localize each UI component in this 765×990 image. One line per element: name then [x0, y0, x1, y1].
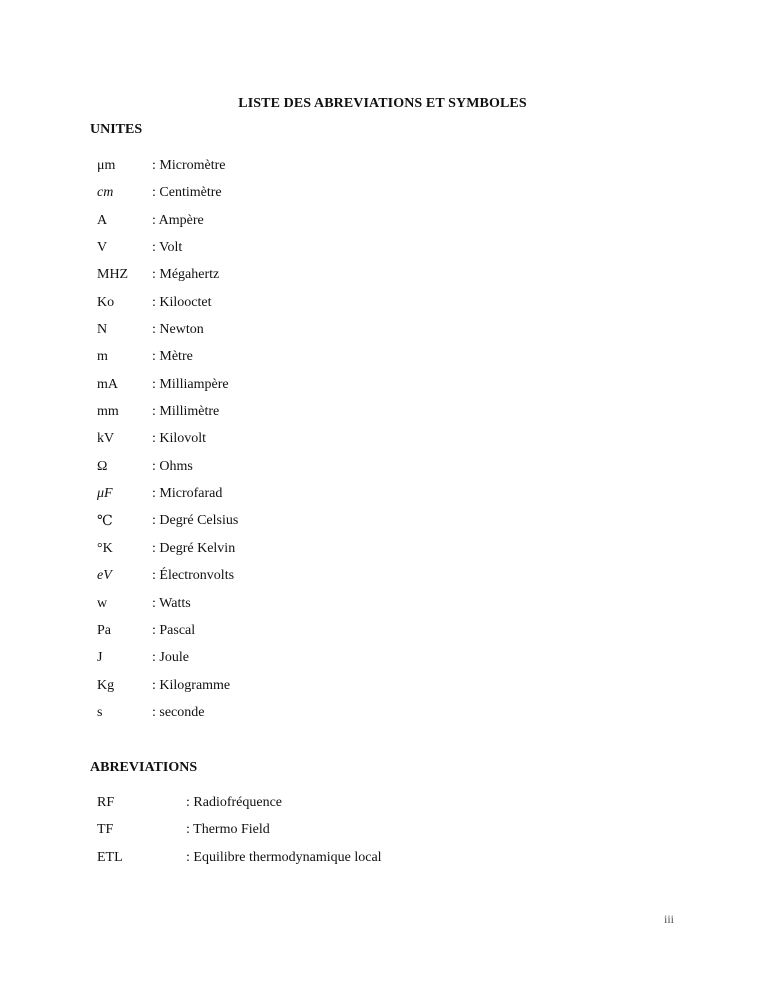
unit-description: : Mètre	[152, 349, 193, 365]
unit-symbol: s	[97, 704, 103, 720]
unit-row	[97, 240, 238, 267]
unit-row	[97, 596, 238, 623]
unit-row	[97, 213, 238, 240]
abbreviations-list	[97, 795, 382, 877]
unit-symbol: m	[97, 349, 108, 365]
unit-row	[97, 623, 238, 650]
unit-description: : Pascal	[152, 622, 196, 638]
abbreviation-description: : Equilibre thermodynamique local	[186, 849, 382, 865]
unit-description: : Joule	[152, 650, 189, 666]
unit-symbol: μm	[97, 158, 116, 173]
unit-symbol: eV	[97, 568, 112, 584]
unit-description: : seconde	[152, 704, 205, 720]
unit-description: : Watts	[152, 595, 191, 611]
unit-row	[97, 267, 238, 294]
unit-description: : Ampère	[152, 212, 204, 228]
unit-symbol: V	[97, 240, 108, 256]
unit-description: : Électronvolts	[152, 568, 235, 584]
unit-symbol: mm	[97, 404, 119, 420]
unit-symbol: °K	[97, 540, 113, 556]
unit-description: : Micromètre	[152, 158, 226, 173]
unit-description: : Milliampère	[152, 376, 229, 392]
unit-row	[97, 295, 238, 322]
unit-description: : Newton	[152, 322, 204, 338]
unit-description: : Kilogramme	[152, 677, 231, 693]
unit-symbol: Ko	[97, 294, 115, 310]
units-heading: UNITES	[90, 122, 143, 137]
abbreviation-symbol: ETL	[97, 849, 123, 865]
unit-symbol: Pa	[97, 622, 111, 638]
unit-description: : Degré Celsius	[152, 513, 239, 529]
unit-symbol: J	[97, 650, 103, 666]
page-number: iii	[664, 912, 675, 926]
abbreviation-row	[97, 822, 382, 849]
unit-description: : Centimètre	[152, 185, 222, 201]
abbreviation-description: : Radiofréquence	[186, 795, 283, 810]
unit-symbol: Ω	[97, 458, 108, 474]
abbreviation-description: : Thermo Field	[186, 822, 270, 838]
page-title: LISTE DES ABREVIATIONS ET SYMBOLES	[238, 96, 527, 111]
unit-symbol: MHZ	[97, 267, 129, 283]
unit-symbol: Kg	[97, 677, 115, 693]
unit-description: : Degré Kelvin	[152, 540, 236, 556]
unit-description: : Mégahertz	[152, 267, 220, 283]
unit-symbol: μF	[97, 486, 113, 502]
unit-row	[97, 349, 238, 376]
abbreviation-symbol: RF	[97, 795, 115, 810]
unit-row	[97, 322, 238, 349]
abbreviations-heading: ABREVIATIONS	[90, 760, 198, 775]
unit-row	[97, 705, 238, 732]
unit-symbol: cm	[97, 185, 114, 201]
unit-row	[97, 158, 238, 185]
unit-symbol: mA	[97, 376, 118, 392]
unit-description: : Millimètre	[152, 404, 220, 420]
abbreviation-symbol: TF	[97, 822, 114, 838]
unit-description: : Kilooctet	[152, 294, 212, 310]
unit-row	[97, 568, 238, 595]
abbreviation-row	[97, 795, 382, 822]
abbreviation-row	[97, 850, 382, 877]
unit-row	[97, 486, 238, 513]
unit-description: : Microfarad	[152, 486, 223, 502]
unit-symbol: w	[97, 595, 108, 611]
unit-symbol: ℃	[97, 514, 113, 530]
unit-symbol: N	[97, 322, 108, 338]
unit-description: : Ohms	[152, 458, 193, 474]
unit-row	[97, 377, 238, 404]
unit-symbol: kV	[97, 431, 115, 447]
unit-description: : Kilovolt	[152, 431, 207, 447]
unit-row	[97, 513, 238, 540]
unit-description: : Volt	[152, 240, 183, 256]
unit-row	[97, 678, 238, 705]
unit-row	[97, 541, 238, 568]
unit-row	[97, 459, 238, 486]
units-list	[97, 158, 238, 732]
unit-symbol: A	[97, 212, 108, 228]
unit-row	[97, 185, 238, 212]
unit-row	[97, 431, 238, 458]
unit-row	[97, 650, 238, 677]
unit-row	[97, 404, 238, 431]
